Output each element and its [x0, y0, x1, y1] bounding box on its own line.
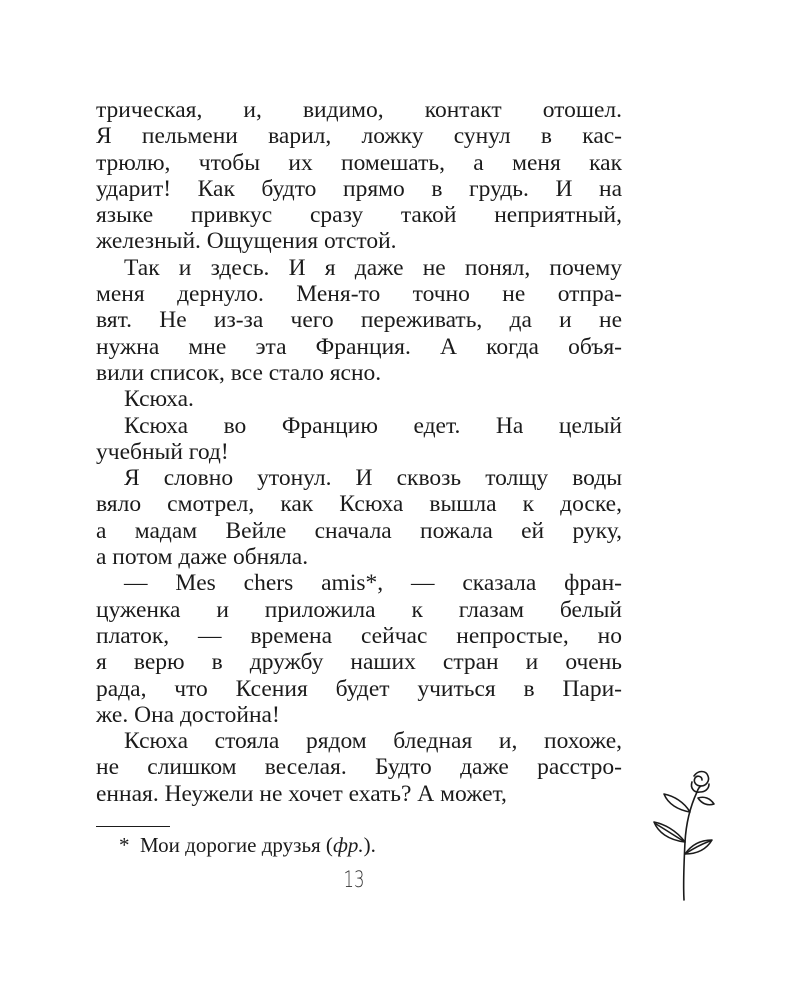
footnote-rule [96, 826, 170, 827]
text-line: ударит! Как будто прямо в грудь. И на [96, 175, 622, 202]
text-line: Ксюха. [124, 386, 194, 413]
text-line: меня дернуло. Меня-то точно не отпра- [96, 281, 622, 308]
text-line: рада, что Ксения будет учиться в Пари- [96, 675, 622, 702]
text-line: платок, — времена сейчас непростые, но [96, 622, 622, 649]
footnote-marker: * [119, 833, 130, 857]
text-line: вяло смотрел, как Ксюха вышла к доске, [96, 491, 622, 518]
footnote-lang: фр. [332, 833, 364, 857]
text-line: языке привкус сразу такой неприятный, [96, 202, 622, 229]
text-line: трюлю, чтобы их помешать, а меня как [96, 149, 622, 176]
paragraph [96, 728, 622, 807]
text-line: вят. Не из-за чего переживать, да и не [96, 307, 622, 334]
footnote-tail: ). [363, 833, 376, 857]
text-line: Ксюха стояла рядом бледная и, похоже, [124, 728, 622, 755]
body-text [96, 97, 622, 807]
text-line: а мадам Вейле сначала пожала ей руку, [96, 517, 622, 544]
flower-sketch-icon [648, 762, 720, 902]
text-line: трическая, и, видимо, контакт отошел. [96, 97, 622, 123]
paragraph [96, 255, 622, 386]
text-line: вили список, все стало ясно. [96, 359, 382, 386]
text-line: — Mes chers amis*, — сказала фран- [124, 570, 622, 597]
footnote-text: Мои дорогие друзья ( [140, 833, 333, 857]
paragraph [96, 97, 622, 255]
footnote [119, 832, 376, 858]
text-line: Ксюха во Францию едет. На целый [124, 412, 622, 439]
page-number: 13 [343, 868, 365, 893]
paragraph [96, 413, 622, 466]
text-line: а потом даже обняла. [96, 544, 309, 571]
text-line: я верю в дружбу наших стран и очень [96, 649, 622, 676]
text-line: цуженка и приложила к глазам белый [96, 596, 622, 623]
text-line: же. Она достойна! [96, 701, 280, 728]
text-line: железный. Ощущения отстой. [96, 228, 397, 255]
text-line: Я пельмени варил, ложку сунул в кас- [96, 123, 622, 150]
paragraph [96, 465, 622, 570]
text-line: Я словно утонул. И сквозь толщу воды [124, 465, 622, 492]
text-line: учебный год! [96, 438, 229, 465]
text-line: не слишком веселая. Будто даже расстро- [96, 754, 622, 781]
text-line: енная. Неужели не хочет ехать? А может, [96, 780, 507, 807]
paragraph [96, 386, 622, 412]
paragraph [96, 570, 622, 728]
text-line: Так и здесь. И я даже не понял, почему [124, 254, 622, 281]
text-line: нужна мне эта Франция. А когда объя- [96, 333, 622, 360]
